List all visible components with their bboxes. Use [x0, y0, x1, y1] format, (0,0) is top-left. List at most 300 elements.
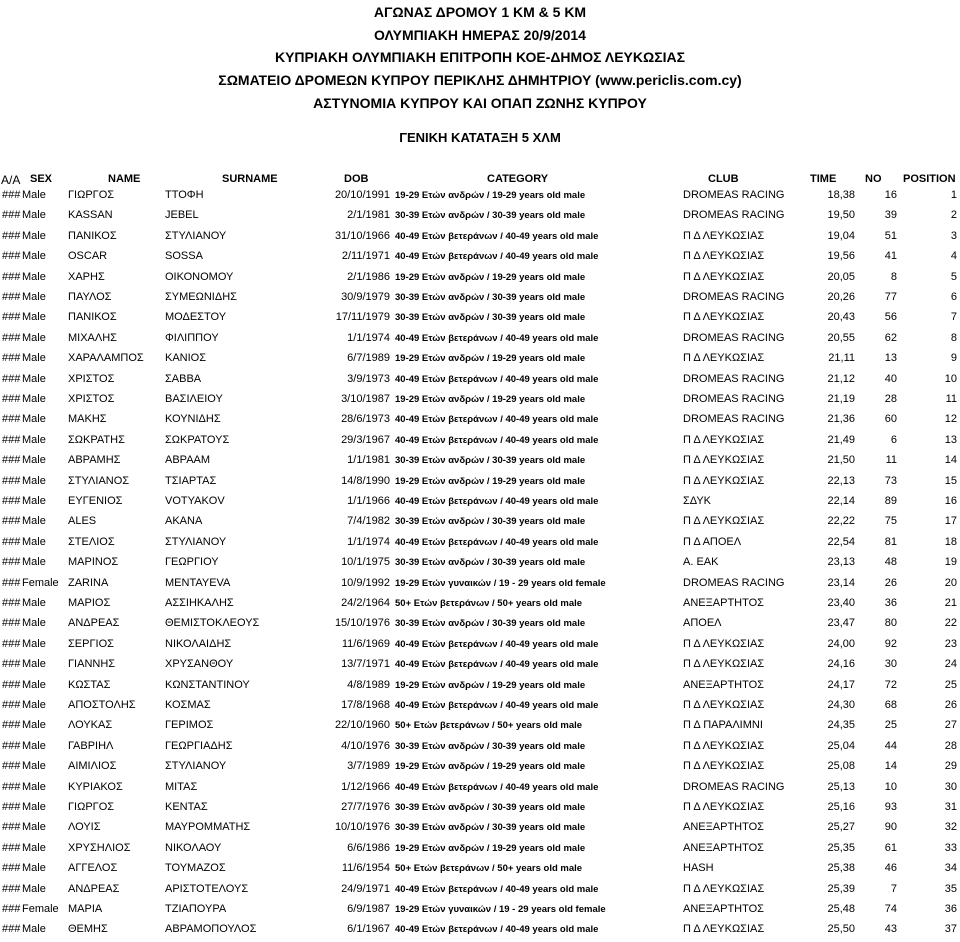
- row-position: 7: [950, 311, 957, 324]
- table-row: [0, 310, 960, 330]
- row-id: ###: [2, 291, 21, 303]
- row-id: ###: [2, 780, 21, 793]
- row-sex: Male: [22, 331, 46, 344]
- row-position: 2: [950, 209, 957, 222]
- row-category: 30-39 Ετών ανδρών / 30-39 years old male: [395, 822, 586, 834]
- row-surname: ΘΕΜΙΣΤΟΚΛΕΟΥΣ: [165, 617, 260, 630]
- row-name: ΣΤΕΛΙΟΣ: [68, 535, 115, 548]
- row-sex: Male: [22, 209, 46, 222]
- row-no: 11: [885, 454, 897, 467]
- row-sex: Male: [22, 556, 46, 569]
- row-no: 93: [884, 801, 897, 813]
- table-row: [0, 922, 960, 942]
- row-id: ###: [2, 841, 21, 854]
- row-no: 8: [890, 270, 897, 283]
- row-position: 35: [944, 882, 957, 895]
- row-club: ΑΝΕΞΑΡΤΗΤΟΣ: [683, 821, 764, 834]
- row-surname: ΣΩΚΡΑΤΟΥΣ: [165, 433, 230, 446]
- row-surname: ΝΙΚΟΛΑΟΥ: [165, 841, 222, 854]
- col-name: NAME: [108, 173, 141, 185]
- row-no: 74: [884, 903, 897, 915]
- row-dob: 3/10/1987: [341, 393, 390, 405]
- row-no: 48: [884, 556, 897, 569]
- row-id: ###: [2, 658, 21, 671]
- row-dob: 13/7/1971: [341, 658, 390, 671]
- row-surname: ΜΑΥΡΟΜΜΑΤΗΣ: [165, 821, 251, 834]
- row-no: 7: [890, 882, 897, 895]
- row-club: Π Δ ΛΕΥΚΩΣΙΑΣ: [683, 699, 765, 711]
- row-surname: ΑΣΣΙΗΚΑΛΗΣ: [165, 597, 234, 609]
- row-surname: ΚΕΝΤΑΣ: [165, 801, 208, 813]
- row-category: 19-29 Ετών ανδρών / 19-29 years old male: [395, 475, 586, 487]
- row-no: 30: [884, 658, 897, 671]
- page-title: ΓΕΝΙΚΗ ΚΑΤΑΤΑΞΗ 5 ΧΛΜ: [399, 130, 561, 145]
- row-time: 21,12: [827, 372, 855, 385]
- row-surname: ΑΒΡΑΑΜ: [165, 454, 211, 467]
- row-no: 10: [884, 780, 897, 793]
- row-category: 30-39 Ετών ανδρών / 30-39 years old male: [395, 455, 586, 467]
- row-name: ΜΑΡΙΑ: [68, 903, 103, 915]
- row-category: 19-29 Ετών ανδρών / 19-29 years old male: [395, 761, 586, 773]
- row-club: DROMEAS RACING: [683, 189, 785, 201]
- row-name: OSCAR: [68, 250, 108, 263]
- row-dob: 29/3/1967: [341, 433, 390, 446]
- row-position: 15: [944, 474, 957, 487]
- row-position: 20: [944, 576, 957, 589]
- row-category: 19-29 Ετών ανδρών / 19-29 years old male: [395, 679, 586, 691]
- row-id: ###: [2, 209, 21, 222]
- row-surname: ΣΑΒΒΑ: [165, 372, 202, 385]
- row-position: 30: [944, 780, 957, 793]
- row-time: 24,16: [827, 658, 855, 671]
- table-row: [0, 453, 960, 473]
- row-name: ΣΕΡΓΙΟΣ: [68, 637, 114, 650]
- row-club: Π Δ ΛΕΥΚΩΣΙΑΣ: [683, 352, 765, 365]
- table-row: [0, 678, 960, 698]
- row-club: Π Δ ΛΕΥΚΩΣΙΑΣ: [683, 474, 765, 487]
- col-no: NO: [865, 173, 882, 185]
- row-time: 22,54: [827, 535, 855, 548]
- row-surname: ΤΣΙΑΡΤΑΣ: [165, 474, 217, 487]
- row-sex: Male: [22, 291, 46, 303]
- row-club: Π Δ ΛΕΥΚΩΣΙΑΣ: [683, 923, 765, 936]
- row-club: Π Δ ΛΕΥΚΩΣΙΑΣ: [683, 311, 765, 324]
- row-dob: 20/10/1991: [334, 189, 390, 201]
- row-no: 75: [884, 515, 897, 528]
- row-position: 21: [944, 597, 957, 609]
- row-time: 25,08: [827, 760, 855, 773]
- row-name: ΓΑΒΡΙΗΛ: [68, 739, 114, 752]
- row-club: ΑΝΕΞΑΡΤΗΤΟΣ: [683, 678, 764, 691]
- row-time: 20,26: [827, 291, 855, 303]
- table-row: [0, 433, 960, 453]
- row-no: 81: [884, 535, 897, 548]
- row-id: ###: [2, 311, 21, 324]
- row-surname: SOSSA: [165, 250, 203, 263]
- row-dob: 1/1/1974: [347, 331, 390, 344]
- row-sex: Male: [22, 535, 46, 548]
- row-sex: Male: [22, 801, 46, 813]
- row-time: 20,05: [827, 270, 855, 283]
- row-position: 8: [950, 331, 957, 344]
- row-id: ###: [2, 433, 21, 446]
- row-sex: Female: [22, 576, 59, 589]
- row-name: ΓΙΑΝΝΗΣ: [68, 658, 116, 671]
- col-time: TIME: [810, 173, 837, 185]
- row-sex: Male: [22, 250, 46, 263]
- row-dob: 2/1/1981: [347, 209, 390, 222]
- row-surname: ΣΥΜΕΩΝΙΔΗΣ: [165, 291, 237, 303]
- row-position: 33: [944, 841, 957, 854]
- table-row: [0, 514, 960, 534]
- row-time: 24,00: [827, 637, 855, 650]
- row-sex: Female: [22, 903, 59, 915]
- row-time: 22,22: [827, 515, 855, 528]
- row-id: ###: [2, 719, 21, 732]
- row-no: 16: [884, 189, 897, 201]
- table-row: [0, 372, 960, 392]
- row-time: 25,50: [827, 923, 855, 936]
- row-no: 28: [884, 393, 897, 405]
- column-headers: [0, 173, 960, 187]
- row-category: 50+ Ετών βετεράνων / 50+ years old male: [395, 720, 583, 732]
- row-club: Π Δ ΛΕΥΚΩΣΙΑΣ: [683, 739, 765, 752]
- row-time: 21,19: [827, 393, 855, 405]
- row-position: 37: [944, 923, 957, 936]
- row-name: ZARINA: [68, 576, 109, 589]
- row-position: 12: [944, 413, 957, 426]
- row-category: 19-29 Ετών γυναικών / 19 - 29 years old female: [395, 904, 606, 915]
- row-dob: 14/8/1990: [341, 474, 390, 487]
- row-sex: Male: [22, 862, 46, 875]
- row-dob: 24/9/1971: [341, 882, 390, 895]
- row-surname: ΚΩΝΣΤΑΝΤΙΝΟΥ: [165, 678, 250, 691]
- row-name: ΑΝΔΡΕΑΣ: [68, 617, 120, 630]
- row-no: 44: [884, 739, 897, 752]
- table-row: [0, 718, 960, 738]
- row-surname: ΓΕΡΙΜΟΣ: [165, 719, 214, 732]
- row-time: 25,38: [827, 862, 855, 875]
- row-id: ###: [2, 821, 21, 834]
- row-name: ΚΥΡΙΑΚΟΣ: [68, 780, 123, 793]
- row-id: ###: [2, 474, 21, 487]
- row-id: ###: [2, 393, 21, 405]
- row-dob: 24/2/1964: [341, 597, 390, 609]
- row-name: ΧΡΥΣΗΛΙΟΣ: [68, 841, 131, 854]
- row-category: 30-39 Ετών ανδρών / 30-39 years old male: [395, 740, 586, 752]
- club-line: ΣΩΜΑΤΕΙΟ ΔΡΟΜΕΩΝ ΚΥΠΡΟΥ ΠΕΡΙΚΛΗΣ ΔΗΜΗΤΡΙΟΥ (www.periclis.com.cy): [218, 72, 742, 88]
- row-sex: Male: [22, 821, 46, 834]
- row-club: ΑΝΕΞΑΡΤΗΤΟΣ: [683, 841, 764, 854]
- row-id: ###: [2, 923, 21, 936]
- row-id: ###: [2, 372, 21, 385]
- row-position: 14: [944, 454, 957, 467]
- row-position: 5: [950, 270, 957, 283]
- row-dob: 1/1/1966: [347, 495, 390, 507]
- row-id: ###: [2, 576, 21, 589]
- row-id: ###: [2, 331, 21, 344]
- row-no: 92: [884, 637, 897, 650]
- row-club: ΣΔΥΚ: [683, 495, 712, 507]
- row-name: ΠΑΥΛΟΣ: [68, 291, 112, 303]
- col-aa: A/A: [1, 173, 21, 187]
- row-position: 11: [945, 393, 957, 405]
- row-time: 21,36: [827, 413, 855, 426]
- row-dob: 1/1/1974: [347, 535, 390, 548]
- table-row: [0, 392, 960, 412]
- row-position: 17: [944, 515, 957, 528]
- row-id: ###: [2, 678, 21, 691]
- row-name: ΛΟΥΚΑΣ: [68, 719, 113, 732]
- row-position: 6: [950, 291, 957, 303]
- row-time: 21,50: [827, 454, 855, 467]
- row-id: ###: [2, 189, 21, 201]
- table-row: [0, 270, 960, 290]
- row-name: ΜΑΡΙΝΟΣ: [68, 556, 119, 569]
- row-surname: ΧΡΥΣΑΝΘΟΥ: [165, 658, 234, 671]
- row-name: ALES: [68, 515, 97, 528]
- row-surname: ΑΡΙΣΤΟΤΕΛΟΥΣ: [165, 882, 249, 895]
- row-no: 61: [884, 841, 897, 854]
- row-time: 25,48: [827, 903, 855, 915]
- row-sex: Male: [22, 841, 46, 854]
- event-date: ΟΛΥΜΠΙΑΚΗ ΗΜΕΡΑΣ 20/9/2014: [374, 27, 586, 43]
- row-club: Α. ΕΑΚ: [683, 556, 719, 569]
- table-row: [0, 902, 960, 922]
- row-dob: 6/6/1986: [347, 841, 390, 854]
- table-row: [0, 555, 960, 575]
- row-position: 1: [950, 189, 957, 201]
- row-position: 16: [944, 495, 957, 507]
- row-club: ΑΝΕΞΑΡΤΗΤΟΣ: [683, 903, 764, 915]
- row-time: 25,39: [827, 882, 855, 895]
- row-category: 30-39 Ετών ανδρών / 30-39 years old male: [395, 802, 586, 813]
- row-sex: Male: [22, 311, 46, 324]
- row-no: 25: [884, 719, 897, 732]
- row-name: ΜΙΧΑΛΗΣ: [68, 331, 117, 344]
- row-time: 23,47: [827, 617, 855, 630]
- row-category: 30-39 Ετών ανδρών / 30-39 years old male: [395, 618, 586, 630]
- row-dob: 2/1/1986: [347, 270, 390, 283]
- row-category: 40-49 Ετών βετεράνων / 40-49 years old male: [395, 434, 599, 446]
- row-position: 19: [944, 556, 957, 569]
- row-category: 40-49 Ετών βετεράνων / 40-49 years old male: [395, 414, 599, 426]
- row-no: 39: [884, 209, 897, 222]
- row-club: DROMEAS RACING: [683, 372, 785, 385]
- row-time: 25,27: [827, 821, 855, 834]
- row-id: ###: [2, 495, 21, 507]
- row-category: 40-49 Ετών βετεράνων / 40-49 years old male: [395, 536, 599, 548]
- row-category: 19-29 Ετών ανδρών / 19-29 years old male: [395, 271, 586, 283]
- row-surname: VOTYAKOV: [165, 495, 225, 507]
- row-club: Π Δ ΛΕΥΚΩΣΙΑΣ: [683, 433, 765, 446]
- row-position: 29: [944, 760, 957, 773]
- table-row: [0, 351, 960, 371]
- row-club: DROMEAS RACING: [683, 209, 785, 222]
- row-dob: 7/4/1982: [347, 515, 390, 528]
- row-club: Π Δ ΛΕΥΚΩΣΙΑΣ: [683, 229, 765, 242]
- row-club: Π Δ ΛΕΥΚΩΣΙΑΣ: [683, 658, 765, 671]
- row-category: 19-29 Ετών ανδρών / 19-29 years old male: [395, 353, 586, 365]
- row-category: 30-39 Ετών ανδρών / 30-39 years old male: [395, 557, 586, 569]
- row-surname: ΣΤΥΛΙΑΝΟΥ: [165, 535, 227, 548]
- row-position: 32: [944, 821, 957, 834]
- row-sex: Male: [22, 882, 46, 895]
- row-club: DROMEAS RACING: [683, 291, 785, 303]
- table-row: [0, 759, 960, 779]
- row-surname: ΜΟΔΕΣΤΟΥ: [165, 311, 227, 324]
- row-name: ΧΑΡΑΛΑΜΠΟΣ: [68, 352, 144, 365]
- row-category: 19-29 Ετών γυναικών / 19 - 29 years old female: [395, 577, 606, 589]
- row-club: Π Δ ΛΕΥΚΩΣΙΑΣ: [683, 250, 765, 263]
- row-id: ###: [2, 597, 21, 609]
- row-time: 25,35: [827, 841, 855, 854]
- row-position: 36: [944, 903, 957, 915]
- row-sex: Male: [22, 617, 46, 630]
- row-time: 22,13: [827, 474, 855, 487]
- row-dob: 11/6/1969: [341, 637, 390, 650]
- row-name: ΜΑΚΗΣ: [68, 413, 107, 426]
- table-row: [0, 494, 960, 514]
- row-sex: Male: [22, 454, 46, 467]
- row-dob: 3/9/1973: [347, 372, 390, 385]
- row-no: 89: [884, 495, 897, 507]
- row-id: ###: [2, 413, 21, 426]
- row-no: 51: [884, 229, 897, 242]
- row-category: 19-29 Ετών ανδρών / 19-29 years old male: [395, 394, 586, 405]
- row-position: 24: [944, 658, 957, 671]
- col-category: CATEGORY: [487, 173, 549, 185]
- row-sex: Male: [22, 760, 46, 773]
- table-row: [0, 820, 960, 840]
- row-category: 40-49 Ετών βετεράνων / 40-49 years old male: [395, 496, 599, 507]
- row-name: ΧΑΡΗΣ: [68, 270, 105, 283]
- row-surname: AKANA: [165, 515, 203, 528]
- row-dob: 10/10/1976: [334, 821, 390, 834]
- table-row: [0, 616, 960, 636]
- row-position: 34: [944, 862, 957, 875]
- table-row: [0, 412, 960, 432]
- row-name: ΣΤΥΛΙΑΝΟΣ: [68, 474, 130, 487]
- row-name: ΛΟΥΙΣ: [68, 821, 101, 834]
- row-club: ΑΝΕΞΑΡΤΗΤΟΣ: [683, 597, 764, 609]
- row-category: 40-49 Ετών βετεράνων / 40-49 years old male: [395, 638, 599, 650]
- row-sex: Male: [22, 393, 46, 405]
- row-name: ΑΒΡΑΜΗΣ: [68, 454, 121, 467]
- row-category: 40-49 Ετών βετεράνων / 40-49 years old male: [395, 700, 599, 711]
- row-sex: Male: [22, 495, 46, 507]
- table-row: [0, 188, 960, 208]
- row-sex: Male: [22, 923, 46, 936]
- row-id: ###: [2, 535, 21, 548]
- table-row: [0, 861, 960, 881]
- row-name: ΑΙΜΙΛΙΟΣ: [68, 760, 117, 773]
- row-club: DROMEAS RACING: [683, 780, 785, 793]
- row-position: 9: [950, 352, 957, 365]
- table-row: [0, 229, 960, 249]
- row-dob: 22/10/1960: [334, 719, 390, 732]
- row-name: ΓΙΩΡΓΟΣ: [68, 801, 115, 813]
- row-surname: ΟΙΚΟΝΟΜΟΥ: [165, 270, 234, 283]
- row-name: ΑΓΓΕΛΟΣ: [68, 862, 118, 875]
- row-dob: 17/8/1968: [341, 699, 390, 711]
- row-position: 23: [944, 637, 957, 650]
- row-time: 19,04: [827, 229, 855, 242]
- row-dob: 31/10/1966: [334, 229, 390, 242]
- row-category: 40-49 Ετών βετεράνων / 40-49 years old male: [395, 251, 599, 263]
- row-sex: Male: [22, 699, 46, 711]
- table-row: [0, 800, 960, 820]
- table-row: [0, 535, 960, 555]
- row-category: 30-39 Ετών ανδρών / 30-39 years old male: [395, 210, 586, 222]
- row-time: 21,49: [827, 433, 855, 446]
- row-surname: ΤΖΙΑΠΟΥΡΑ: [165, 903, 227, 915]
- row-time: 19,50: [827, 209, 855, 222]
- row-sex: Male: [22, 658, 46, 671]
- table-row: [0, 249, 960, 269]
- row-position: 3: [950, 229, 957, 242]
- row-dob: 30/9/1979: [341, 291, 390, 303]
- row-name: ΠΑΝΙΚΟΣ: [68, 229, 117, 242]
- row-no: 6: [890, 433, 897, 446]
- row-time: 24,35: [827, 719, 855, 732]
- row-position: 27: [944, 719, 957, 732]
- row-club: Π Δ ΛΕΥΚΩΣΙΑΣ: [683, 270, 765, 283]
- row-position: 10: [944, 372, 957, 385]
- row-name: ΓΙΩΡΓΟΣ: [68, 189, 115, 201]
- row-club: Π Δ ΛΕΥΚΩΣΙΑΣ: [683, 882, 765, 895]
- row-no: 68: [884, 699, 897, 711]
- row-surname: ΣΤΥΛΙΑΝΟΥ: [165, 760, 227, 773]
- row-id: ###: [2, 454, 21, 467]
- row-sex: Male: [22, 739, 46, 752]
- row-no: 46: [884, 862, 897, 875]
- row-club: Π Δ ΛΕΥΚΩΣΙΑΣ: [683, 801, 765, 813]
- row-time: 19,56: [827, 250, 855, 263]
- row-dob: 1/12/1966: [341, 780, 390, 793]
- table-row: [0, 576, 960, 596]
- row-club: HASH: [683, 862, 714, 875]
- row-sex: Male: [22, 270, 46, 283]
- row-id: ###: [2, 556, 21, 569]
- row-no: 56: [884, 311, 897, 324]
- row-club: Π Δ ΛΕΥΚΩΣΙΑΣ: [683, 760, 765, 773]
- row-club: Π Δ ΠΑΡΑΛΙΜΝΙ: [683, 719, 763, 732]
- table-row: [0, 657, 960, 677]
- row-id: ###: [2, 739, 21, 752]
- table-row: [0, 474, 960, 494]
- row-id: ###: [2, 617, 21, 630]
- row-id: ###: [2, 352, 21, 365]
- row-surname: JEBEL: [165, 209, 199, 222]
- row-category: 40-49 Ετών βετεράνων / 40-49 years old male: [395, 781, 599, 793]
- row-no: 73: [884, 474, 897, 487]
- row-sex: Male: [22, 474, 46, 487]
- row-surname: MENTAYEVA: [165, 576, 231, 589]
- table-row: [0, 208, 960, 228]
- row-position: 31: [944, 801, 957, 813]
- row-sex: Male: [22, 678, 46, 691]
- row-id: ###: [2, 760, 21, 773]
- row-category: 30-39 Ετών ανδρών / 30-39 years old male: [395, 312, 586, 324]
- row-time: 23,40: [827, 597, 855, 609]
- row-position: 18: [944, 535, 957, 548]
- row-sex: Male: [22, 515, 46, 528]
- table-row: [0, 882, 960, 902]
- row-category: 40-49 Ετών βετεράνων / 40-49 years old male: [395, 332, 599, 344]
- row-time: 22,14: [827, 495, 855, 507]
- organizer-line: ΚΥΠΡΙΑΚΗ ΟΛΥΜΠΙΑΚΗ ΕΠΙΤΡΟΠΗ ΚΟΕ-ΔΗΜΟΣ ΛΕΥΚΩΣΙΑΣ: [274, 49, 686, 65]
